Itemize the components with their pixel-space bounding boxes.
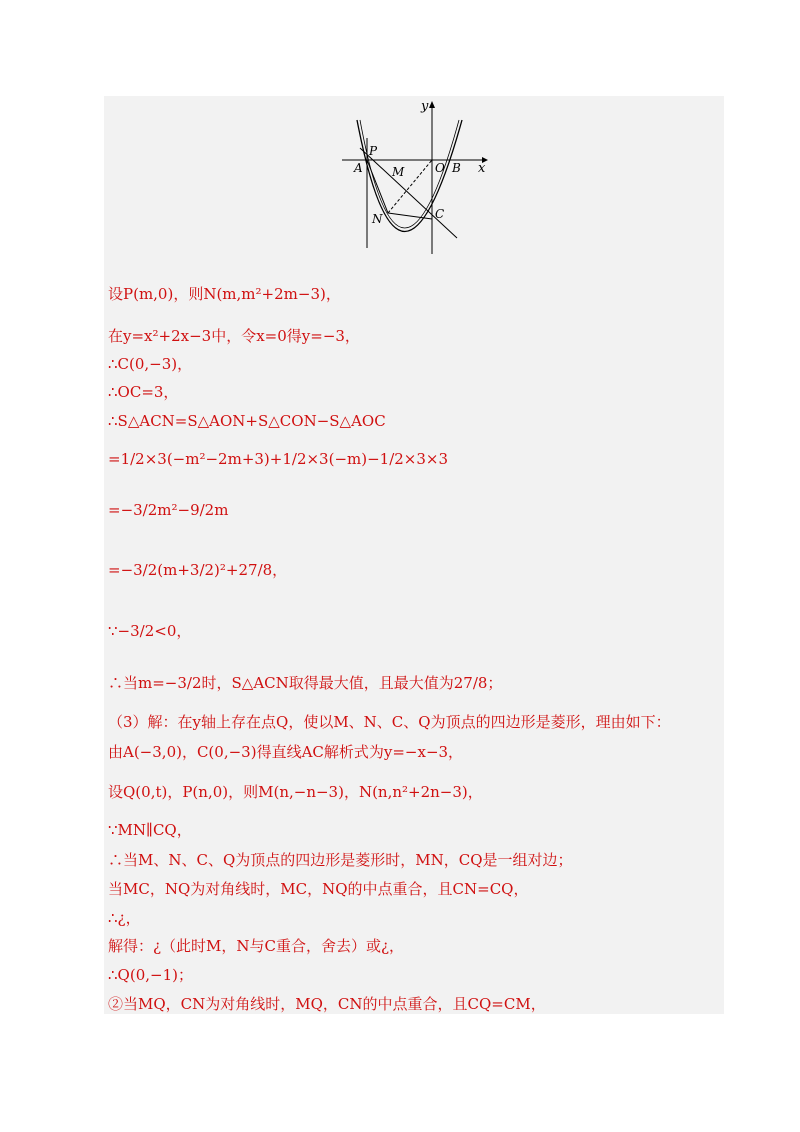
line-8: =−3/2(m+3/2)²+27/8，: [108, 561, 288, 579]
line-10: ∴当m=−3/2时，S△ACN取得最大值，且最大值为27/8；: [108, 674, 503, 692]
solution-panel: [104, 96, 724, 1014]
line-9: ∵−3/2<0，: [108, 622, 192, 640]
segment-an: [367, 160, 388, 213]
line-4: ∴OC=3，: [108, 383, 179, 401]
label-n: N: [372, 212, 383, 226]
line-15: ∴当M、N、C、Q为顶点的四边形是菱形时，MN，CQ是一组对边；: [108, 851, 573, 869]
line-5: ∴S△ACN=S△AON+S△CON−S△AOC: [108, 412, 386, 430]
label-m: M: [392, 165, 405, 179]
line-2: 在y=x²+2x−3中，令x=0得y=−3，: [108, 327, 360, 345]
label-a: A: [354, 161, 363, 175]
line-14: ∵MN∥CQ，: [108, 821, 192, 839]
label-x: x: [478, 161, 486, 176]
label-y: y: [421, 99, 429, 114]
line-13: 设Q(0,t)，P(n,0)，则M(n,−n−3)，N(n,n²+2n−3)，: [108, 783, 483, 801]
line-18: 解得：¿（此时M，N与C重合，舍去）或¿，: [108, 937, 405, 955]
line-3: ∴C(0,−3)，: [108, 355, 193, 373]
line-11: （3）解：在y轴上存在点Q，使以M、N、C、Q为顶点的四边形是菱形，理由如下：: [108, 713, 671, 731]
line-16: 当MC，NQ为对角线时，MC，NQ的中点重合，且CN=CQ，: [108, 880, 529, 898]
label-b: B: [452, 161, 461, 175]
parabola-figure: [342, 98, 492, 256]
line-1: 设P(m,0)，则N(m,m²+2m−3)，: [108, 285, 341, 303]
y-axis-arrow: [429, 101, 435, 108]
label-p: P: [369, 144, 378, 158]
line-7: =−3/2m²−9/2m: [108, 501, 229, 519]
label-o: O: [435, 161, 445, 175]
line-19: ∴Q(0,−1)；: [108, 966, 193, 984]
line-20: ②当MQ，CN为对角线时，MQ，CN的中点重合，且CQ=CM，: [108, 995, 546, 1013]
line-12: 由A(−3,0)，C(0,−3)得直线AC解析式为y=−x−3，: [108, 743, 464, 761]
label-c: C: [435, 207, 445, 221]
line-17: ∴¿，: [108, 909, 141, 927]
line-6: =1/2×3(−m²−2m+3)+1/2×3(−m)−1/2×3×3: [108, 450, 449, 468]
